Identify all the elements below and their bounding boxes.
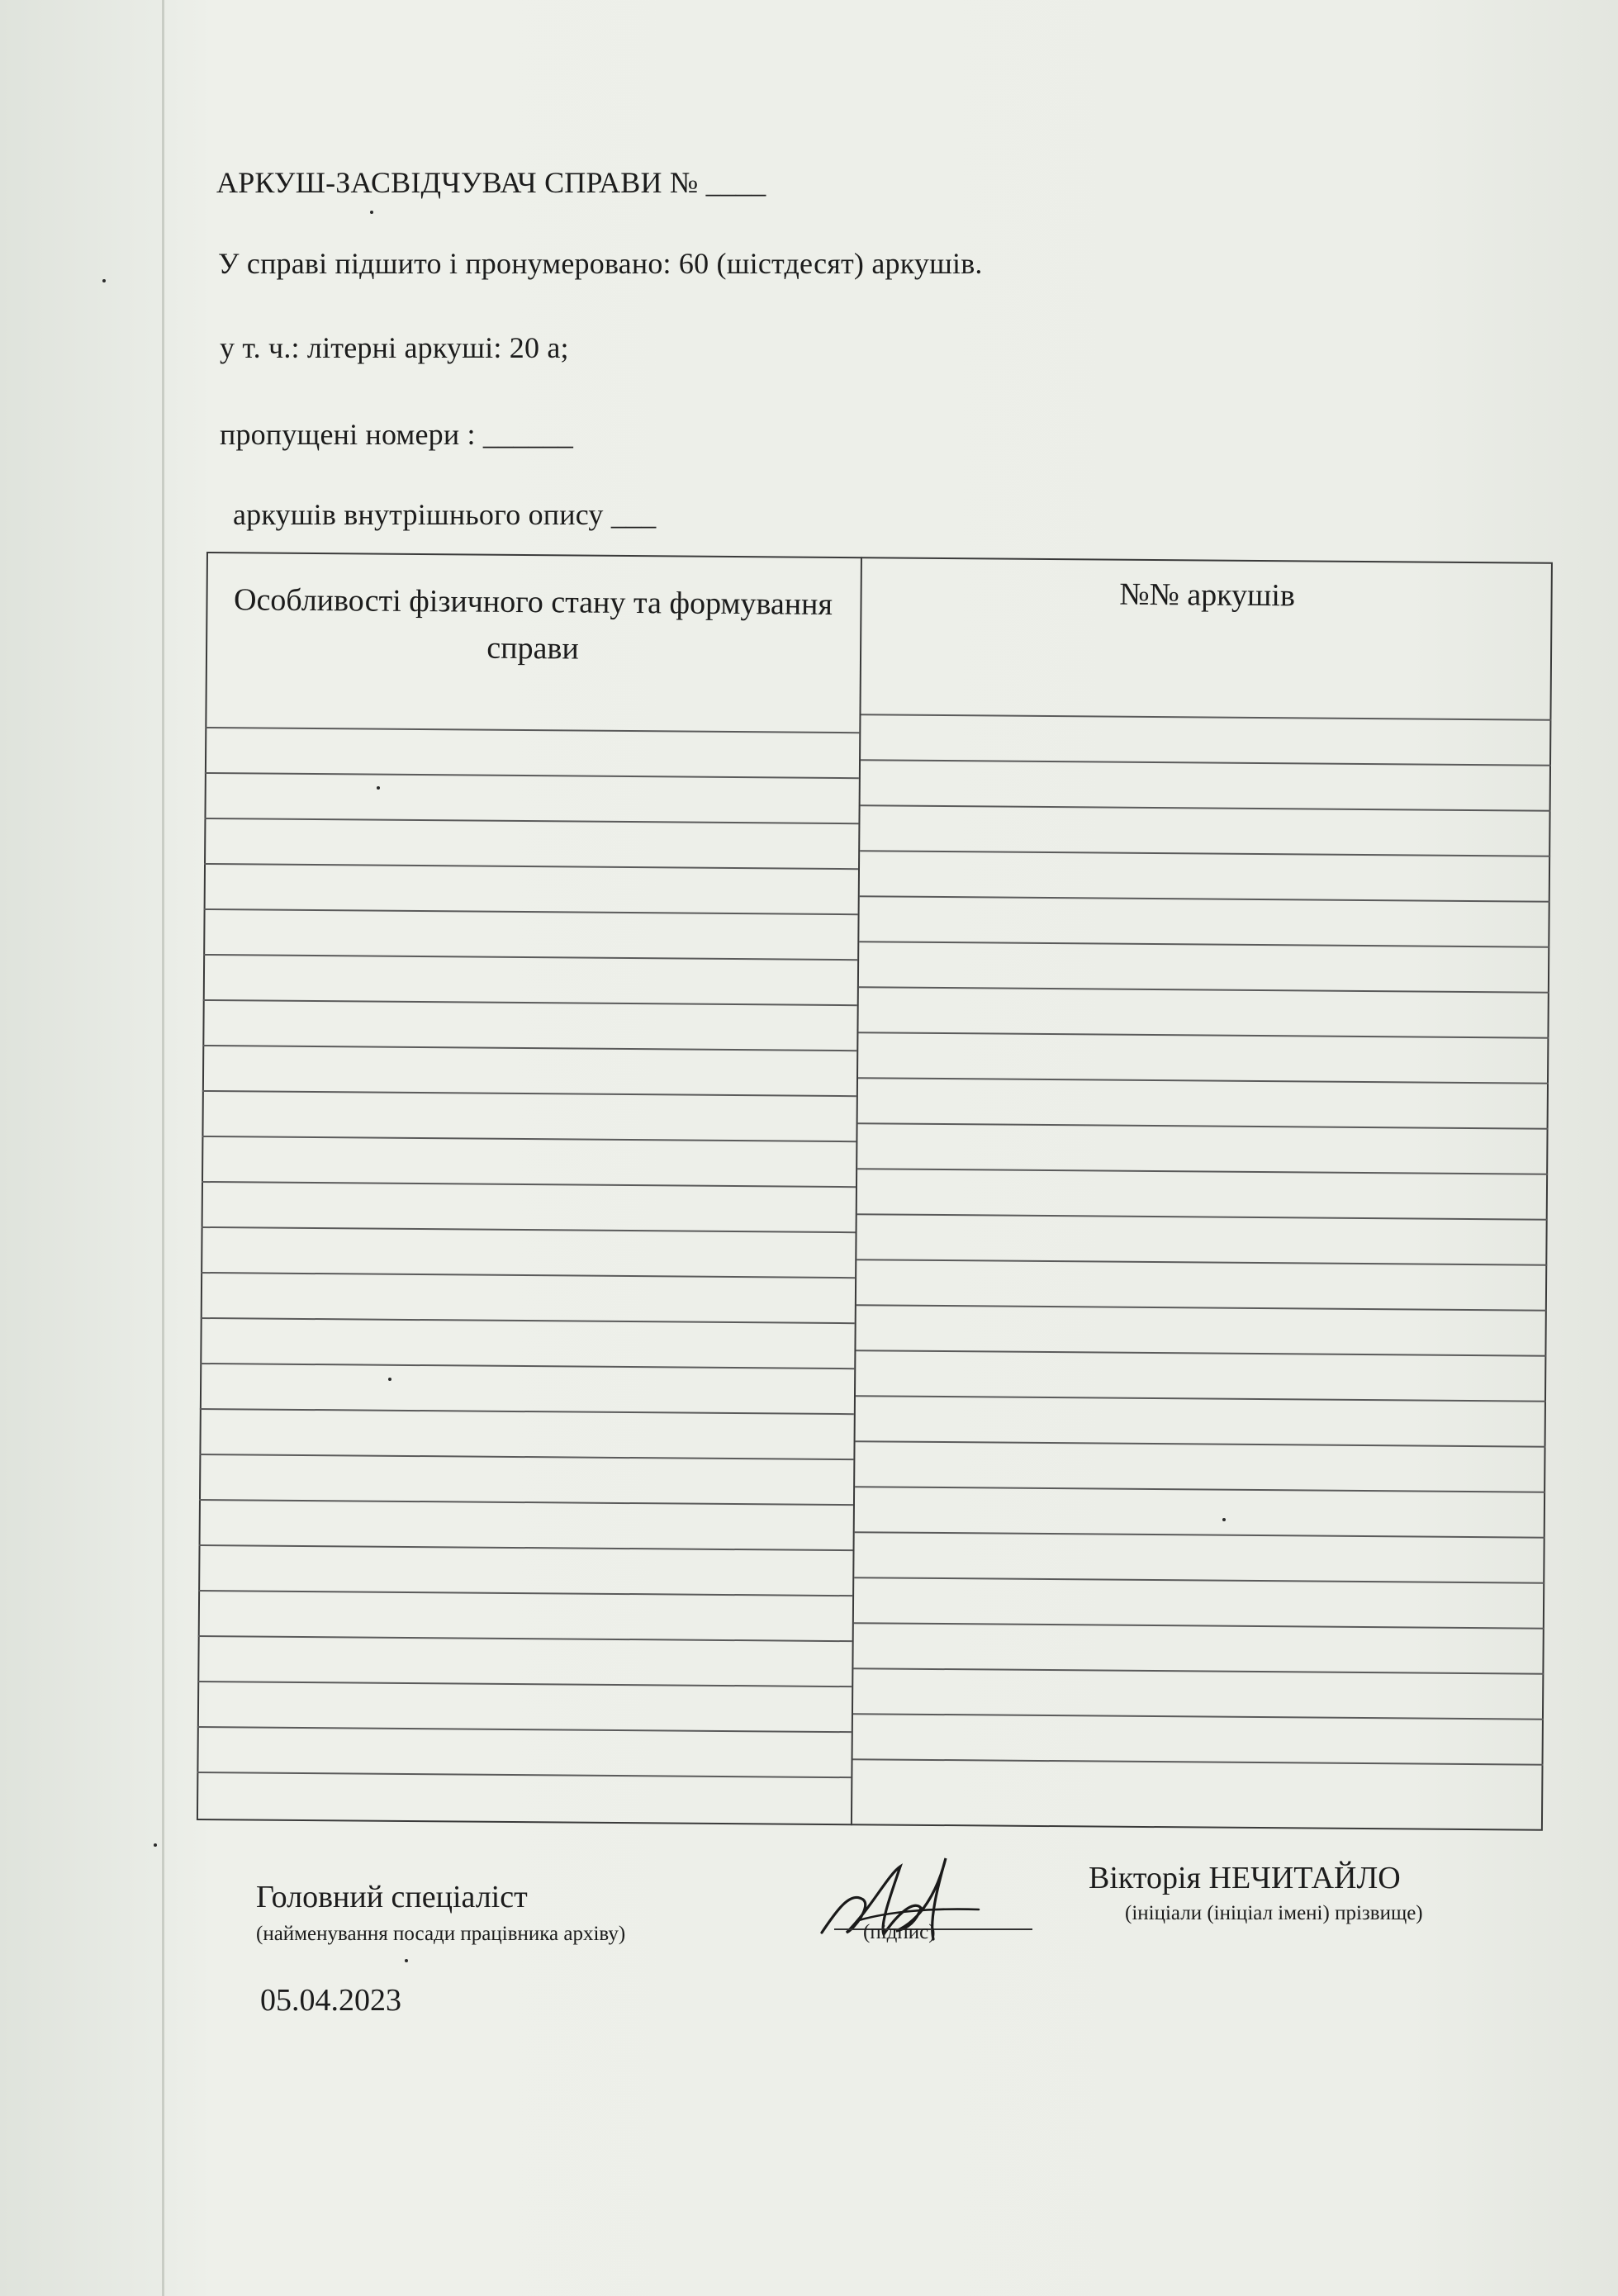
signer-name: Вікторія НЕЧИТАЙЛО: [1089, 1861, 1401, 1895]
paper-speck: [377, 786, 380, 790]
table-border: [197, 552, 1553, 1831]
table-header-condition: Особливості фізичного стану та формування справи: [233, 582, 833, 667]
signature-caption: (підпис): [863, 1921, 936, 1943]
document-title: АРКУШ-ЗАСВІДЧУВАЧ СПРАВИ № ____: [216, 166, 766, 199]
missing-numbers-line: пропущені номери : ______: [220, 418, 574, 451]
paper-speck: [388, 1378, 391, 1381]
document-date: 05.04.2023: [260, 1983, 401, 2018]
paper-speck: [1222, 1518, 1226, 1521]
paper-speck: [102, 279, 106, 282]
name-caption: (ініціали (ініціал імені) прізвище): [1125, 1902, 1423, 1924]
binding-fold: [162, 0, 164, 2296]
paper-speck: [405, 1959, 408, 1962]
paper-speck: [370, 211, 373, 214]
inner-inventory-line: аркушів внутрішнього опису ___: [233, 498, 657, 531]
position-caption: (найменування посади працівника архіву): [256, 1923, 626, 1945]
staff-position: Головний спеціаліст: [256, 1880, 528, 1914]
letter-sheets-line: у т. ч.: літерні аркуші: 20 а;: [220, 331, 569, 364]
sewn-sheets-line: У справі підшито і пронумеровано: 60 (шістдесят) аркушів.: [218, 247, 983, 280]
table-header-sheet-numbers: №№ аркушів: [1119, 576, 1296, 614]
paper-speck: [154, 1843, 157, 1847]
condition-table: [197, 552, 1553, 1831]
